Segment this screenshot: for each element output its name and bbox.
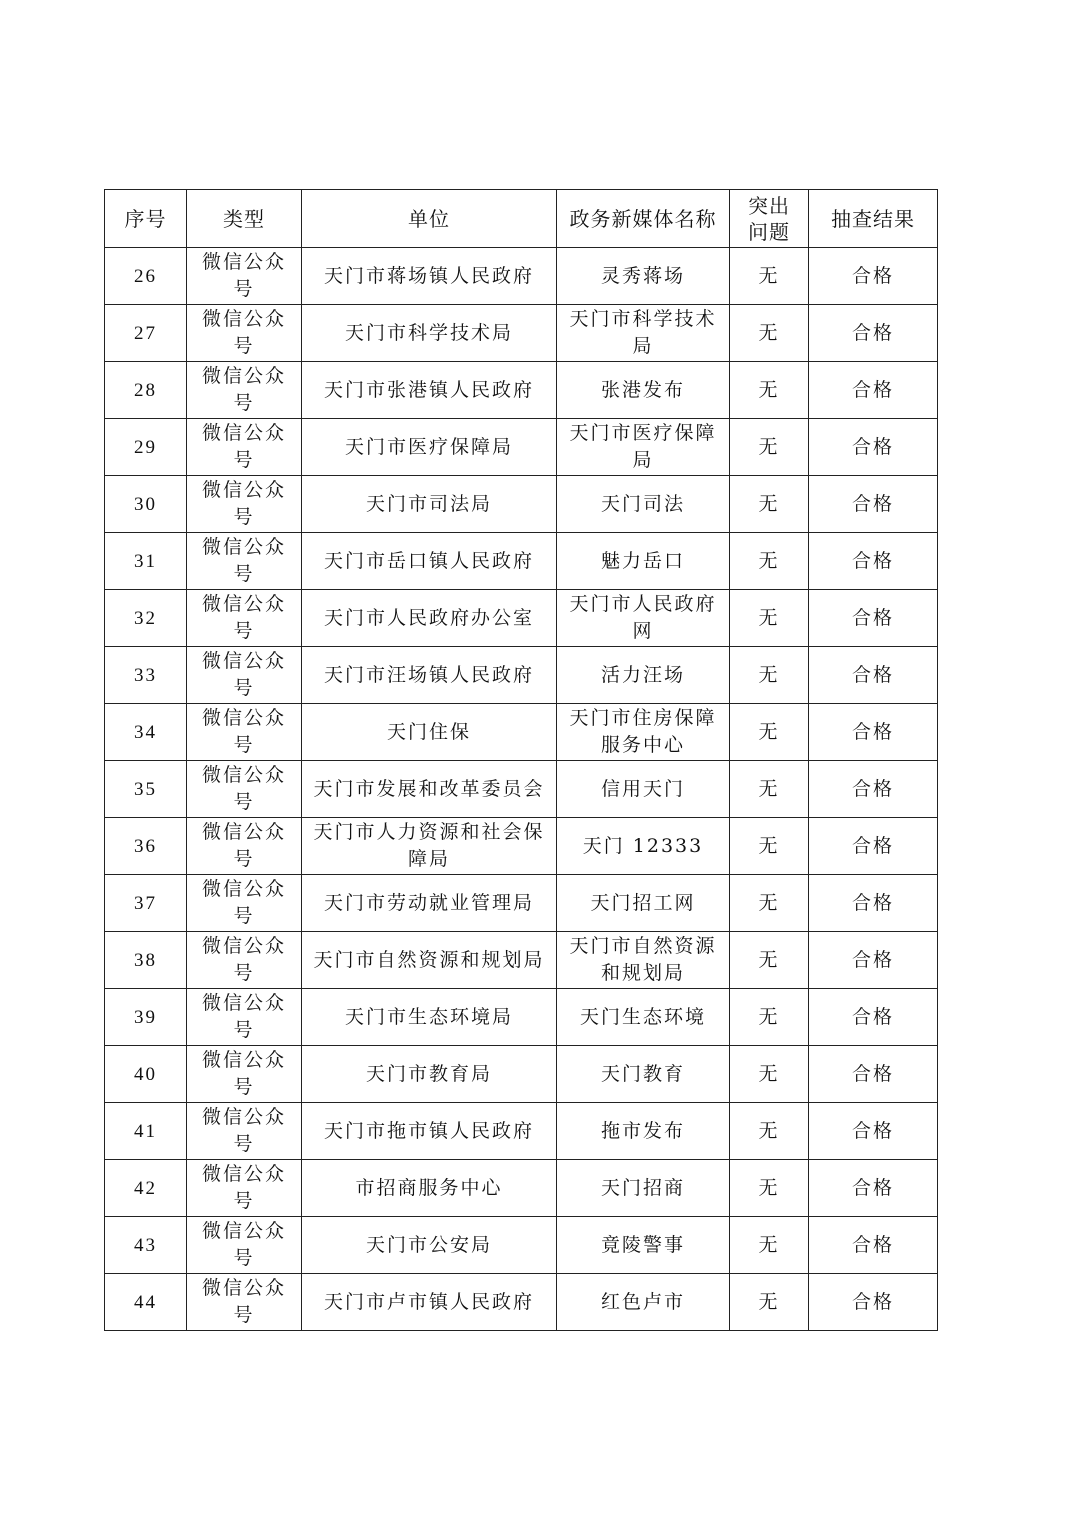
cell-issues: 无 [730,1217,809,1274]
cell-unit: 天门市发展和改革委员会 [302,761,557,818]
cell-result: 合格 [809,1160,938,1217]
cell-type: 微信公众号 [187,1160,302,1217]
cell-unit: 天门市人力资源和社会保障局 [302,818,557,875]
table-row [105,1160,938,1217]
cell-issues: 无 [730,590,809,647]
cell-unit: 天门市教育局 [302,1046,557,1103]
table-row [105,1103,938,1160]
cell-seq: 29 [105,419,187,476]
cell-type: 微信公众号 [187,362,302,419]
cell-seq: 30 [105,476,187,533]
cell-result: 合格 [809,1046,938,1103]
cell-media-name: 天门市科学技术局 [557,305,730,362]
cell-seq: 33 [105,647,187,704]
table-row [105,818,938,875]
cell-seq: 40 [105,1046,187,1103]
cell-issues: 无 [730,1274,809,1331]
cell-result: 合格 [809,1274,938,1331]
table-row [105,590,938,647]
cell-unit: 天门市卢市镇人民政府 [302,1274,557,1331]
cell-issues: 无 [730,989,809,1046]
cell-result: 合格 [809,818,938,875]
cell-seq: 38 [105,932,187,989]
cell-result: 合格 [809,1217,938,1274]
inspection-results-table [104,189,938,1331]
cell-media-name: 活力汪场 [557,647,730,704]
cell-media-name: 灵秀蒋场 [557,248,730,305]
cell-media-name: 竟陵警事 [557,1217,730,1274]
header-result: 抽查结果 [809,190,938,248]
cell-seq: 37 [105,875,187,932]
cell-issues: 无 [730,761,809,818]
cell-issues: 无 [730,362,809,419]
cell-result: 合格 [809,362,938,419]
cell-result: 合格 [809,932,938,989]
table-row [105,875,938,932]
table-row [105,476,938,533]
cell-type: 微信公众号 [187,305,302,362]
cell-unit: 天门住保 [302,704,557,761]
cell-issues: 无 [730,932,809,989]
cell-result: 合格 [809,761,938,818]
cell-unit: 天门市拖市镇人民政府 [302,1103,557,1160]
cell-type: 微信公众号 [187,590,302,647]
table-row [105,1274,938,1331]
cell-seq: 43 [105,1217,187,1274]
cell-type: 微信公众号 [187,647,302,704]
cell-media-name: 天门招商 [557,1160,730,1217]
cell-seq: 41 [105,1103,187,1160]
header-issues-line1: 突出 [748,193,790,218]
table-row [105,989,938,1046]
cell-media-name: 天门市医疗保障局 [557,419,730,476]
cell-result: 合格 [809,704,938,761]
cell-unit: 天门市人民政府办公室 [302,590,557,647]
header-issues [730,190,809,248]
cell-type: 微信公众号 [187,1103,302,1160]
table-body [105,248,938,1331]
table-row [105,932,938,989]
cell-issues: 无 [730,305,809,362]
cell-seq: 32 [105,590,187,647]
cell-media-name: 天门生态环境 [557,989,730,1046]
cell-type: 微信公众号 [187,1217,302,1274]
cell-media-name: 天门教育 [557,1046,730,1103]
table-row [105,1046,938,1103]
cell-result: 合格 [809,248,938,305]
header-unit: 单位 [302,190,557,248]
cell-unit: 天门市张港镇人民政府 [302,362,557,419]
table-row [105,305,938,362]
cell-issues: 无 [730,1103,809,1160]
table-row [105,761,938,818]
table-header [105,190,938,248]
cell-seq: 27 [105,305,187,362]
cell-media-name: 魅力岳口 [557,533,730,590]
cell-media-name: 红色卢市 [557,1274,730,1331]
cell-type: 微信公众号 [187,932,302,989]
cell-type: 微信公众号 [187,1274,302,1331]
cell-seq: 26 [105,248,187,305]
cell-unit: 天门市蒋场镇人民政府 [302,248,557,305]
table-row [105,419,938,476]
cell-type: 微信公众号 [187,761,302,818]
cell-seq: 39 [105,989,187,1046]
cell-result: 合格 [809,989,938,1046]
cell-media-name: 天门市住房保障服务中心 [557,704,730,761]
cell-issues: 无 [730,647,809,704]
cell-issues: 无 [730,533,809,590]
cell-seq: 31 [105,533,187,590]
cell-result: 合格 [809,647,938,704]
table-row [105,704,938,761]
cell-seq: 36 [105,818,187,875]
cell-result: 合格 [809,533,938,590]
cell-media-name: 天门市自然资源和规划局 [557,932,730,989]
cell-media-name: 天门招工网 [557,875,730,932]
cell-type: 微信公众号 [187,989,302,1046]
cell-result: 合格 [809,875,938,932]
cell-seq: 34 [105,704,187,761]
cell-issues: 无 [730,875,809,932]
cell-result: 合格 [809,476,938,533]
cell-result: 合格 [809,590,938,647]
cell-issues: 无 [730,476,809,533]
cell-issues: 无 [730,1046,809,1103]
cell-issues: 无 [730,818,809,875]
cell-type: 微信公众号 [187,533,302,590]
cell-seq: 44 [105,1274,187,1331]
cell-media-name: 天门 12333 [557,818,730,875]
cell-unit: 天门市公安局 [302,1217,557,1274]
cell-unit: 天门市汪场镇人民政府 [302,647,557,704]
cell-type: 微信公众号 [187,1046,302,1103]
header-seq: 序号 [105,190,187,248]
cell-unit: 天门市自然资源和规划局 [302,932,557,989]
header-type: 类型 [187,190,302,248]
cell-unit: 天门市医疗保障局 [302,419,557,476]
table-row [105,647,938,704]
cell-result: 合格 [809,1103,938,1160]
cell-type: 微信公众号 [187,818,302,875]
table-row [105,533,938,590]
cell-result: 合格 [809,419,938,476]
cell-issues: 无 [730,1160,809,1217]
table-row [105,1217,938,1274]
cell-type: 微信公众号 [187,248,302,305]
cell-seq: 28 [105,362,187,419]
cell-media-name: 拖市发布 [557,1103,730,1160]
cell-unit: 天门市司法局 [302,476,557,533]
cell-media-name: 天门市人民政府网 [557,590,730,647]
cell-type: 微信公众号 [187,875,302,932]
table-row [105,362,938,419]
cell-type: 微信公众号 [187,704,302,761]
cell-unit: 天门市岳口镇人民政府 [302,533,557,590]
cell-seq: 42 [105,1160,187,1217]
cell-seq: 35 [105,761,187,818]
cell-unit: 市招商服务中心 [302,1160,557,1217]
cell-unit: 天门市劳动就业管理局 [302,875,557,932]
cell-unit: 天门市科学技术局 [302,305,557,362]
header-media-name: 政务新媒体名称 [557,190,730,248]
table-row [105,248,938,305]
cell-issues: 无 [730,419,809,476]
cell-result: 合格 [809,305,938,362]
cell-unit: 天门市生态环境局 [302,989,557,1046]
cell-issues: 无 [730,704,809,761]
cell-media-name: 张港发布 [557,362,730,419]
cell-type: 微信公众号 [187,476,302,533]
cell-issues: 无 [730,248,809,305]
cell-type: 微信公众号 [187,419,302,476]
header-row [105,190,938,248]
header-issues-line2: 问题 [748,219,790,244]
cell-media-name: 天门司法 [557,476,730,533]
cell-media-name: 信用天门 [557,761,730,818]
